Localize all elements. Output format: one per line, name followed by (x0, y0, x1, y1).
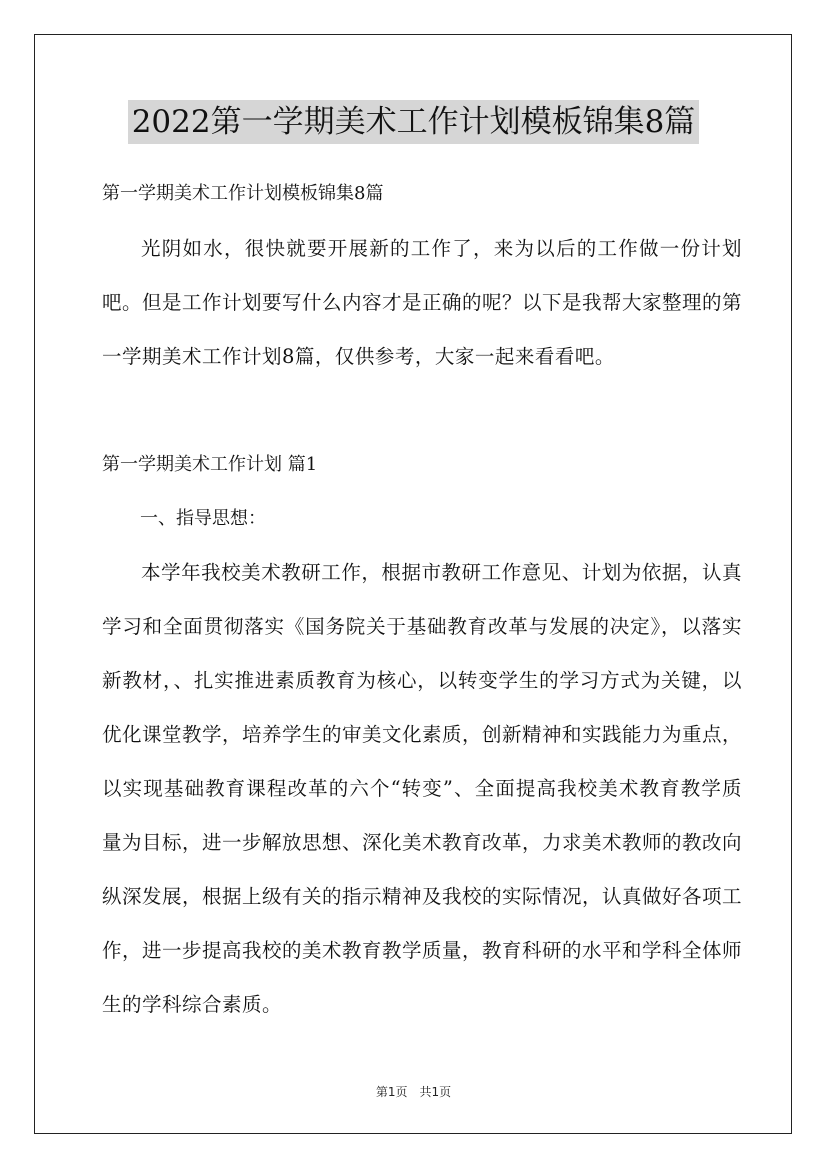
page-number-footer: 第1页 共1页 (375, 1085, 452, 1099)
intro-paragraph: 光阴如水，很快就要开展新的工作了，来为以后的工作做一份计划吧。但是工作计划要写什么内容才是正确的呢？以下是我帮大家整理的第一学期美术工作计划8篇，仅供参考，大家一起来看看吧。 (102, 237, 743, 368)
document-title: 2022第一学期美术工作计划模板锦集8篇 (128, 100, 700, 144)
document-subtitle: 第一学期美术工作计划模板锦集8篇 (102, 183, 384, 204)
title-container (0, 100, 827, 144)
body-paragraph: 本学年我校美术教研工作，根据市教研工作意见、计划为依据，认真学习和全面贯彻落实《国务院关于基础教育改革与发展的决定》，以落实新教材，、扎实推进素质教育为核心，以转变学生的学习方式为关键，以优化课堂教学，培养学生的审美文化素质，创新精神和实践能力为重点，以实现基础教育课程改革的六个“转变”、全面提高我校美术教育教学质量为目标，进一步解放思想、深化美术教育改革，力求美术教师的教改向纵深发展，根据上级有关的指示精神及我校的实际情况，认真做好各项工作，进一步提高我校的美术教育教学质量，教育科研的水平和学科全体师生的学科综合素质。 (102, 561, 743, 1016)
point-heading: 一、指导思想： (140, 508, 266, 529)
section-heading: 第一学期美术工作计划 篇1 (102, 454, 318, 475)
